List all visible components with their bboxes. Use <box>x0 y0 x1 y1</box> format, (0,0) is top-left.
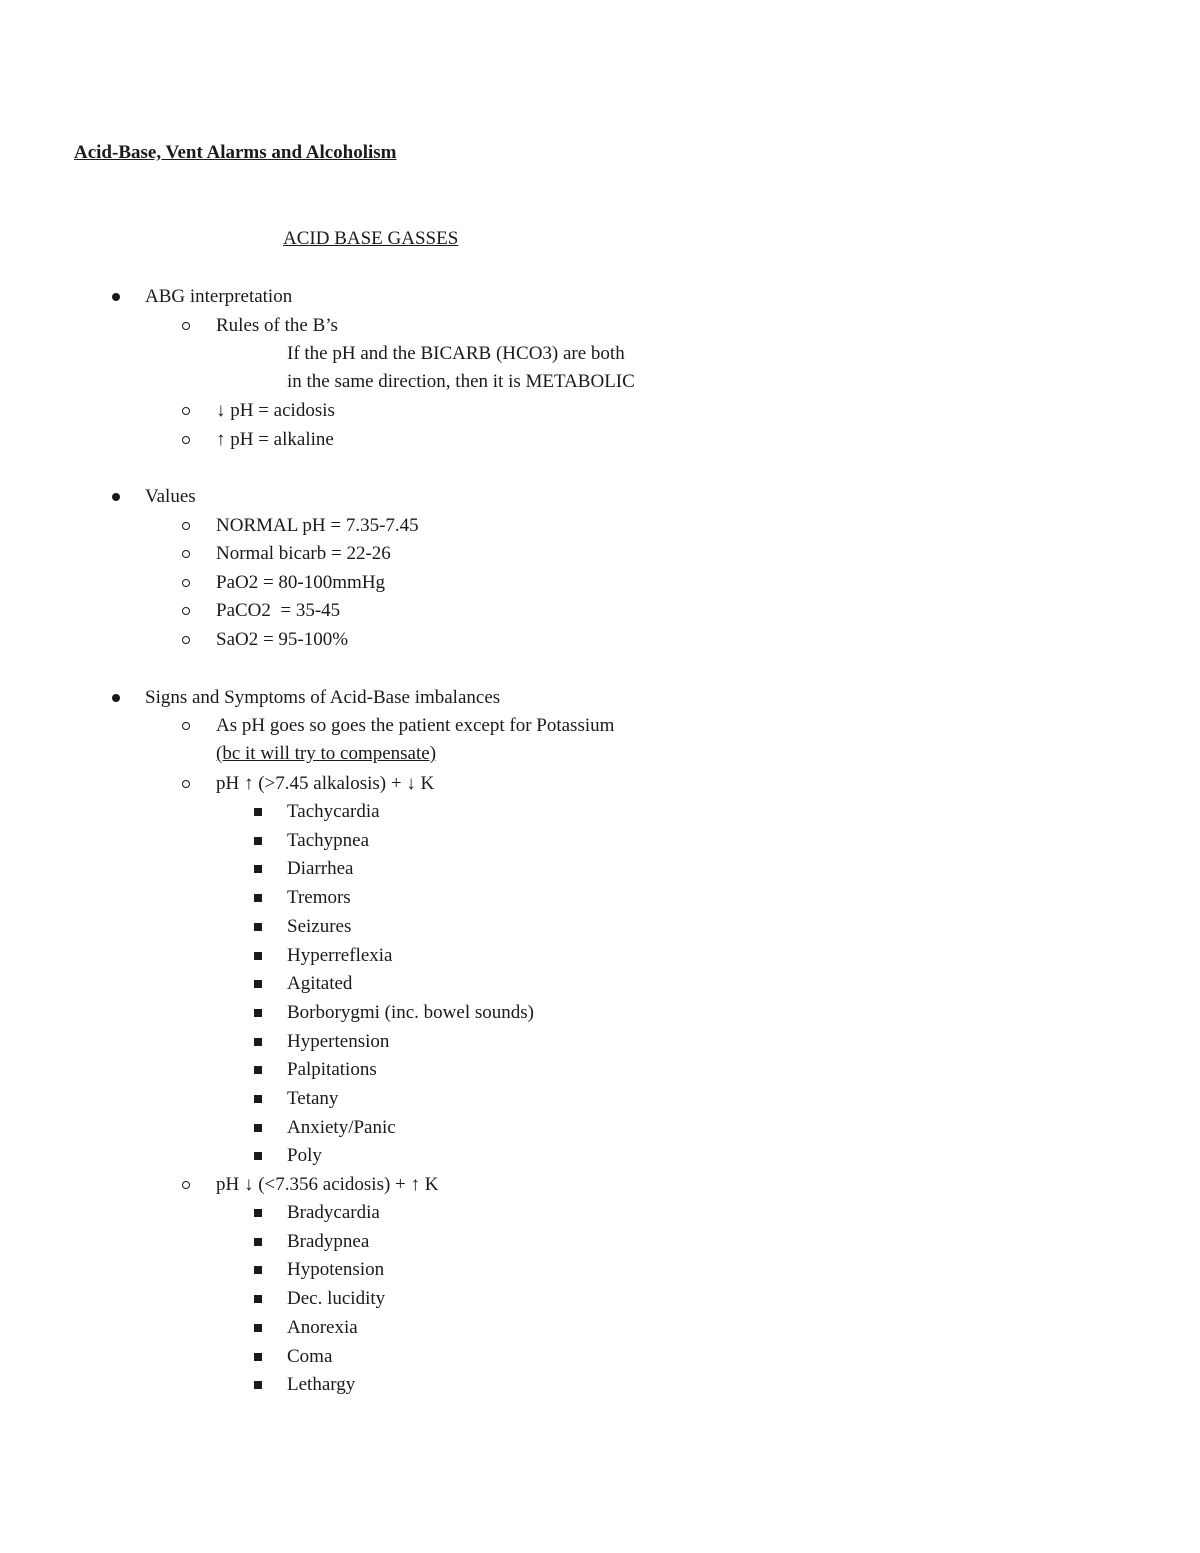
symptom-item: Coma <box>287 1345 333 1367</box>
bullet-circle-icon <box>182 436 190 444</box>
value-item: SaO2 = 95-100% <box>216 629 349 650</box>
bullet-circle-icon <box>182 550 190 558</box>
bullet-disc-icon <box>112 293 120 301</box>
bullet-square-icon <box>254 1381 262 1389</box>
bullet-square-icon <box>254 1238 262 1246</box>
acidosis-label: pH ↓ (<7.356 acidosis) + ↑ K <box>216 1174 439 1195</box>
symptom-item: Lethargy <box>287 1374 356 1396</box>
symptom-item: Bradycardia <box>287 1202 380 1223</box>
value-item: NORMAL pH = 7.35-7.45 <box>216 515 419 536</box>
bullet-square-icon <box>254 1324 262 1332</box>
bullet-square-icon <box>254 1209 262 1217</box>
potassium-note-line-1: As pH goes so goes the patient except for Potassium <box>216 715 615 736</box>
symptom-item: Seizures <box>287 915 352 937</box>
symptom-item: Dec. lucidity <box>287 1288 386 1310</box>
rules-text-line-1: If the pH and the BICARB (HCO3) are both <box>287 343 625 364</box>
bullet-square-icon <box>254 894 262 902</box>
symptom-item: Poly <box>287 1145 322 1167</box>
symptom-item: Hypotension <box>287 1259 385 1281</box>
symptom-item: Tachycardia <box>287 801 380 822</box>
symptom-item: Anorexia <box>287 1316 358 1338</box>
symptom-item: Bradypnea <box>287 1230 370 1252</box>
potassium-note-line-2: (bc it will try to compensate) <box>216 743 437 764</box>
symptom-item: Hypertension <box>287 1030 390 1052</box>
bullet-square-icon <box>254 837 262 845</box>
bullet-circle-icon <box>182 780 190 788</box>
symptom-item: Diarrhea <box>287 858 354 880</box>
symptom-item: Palpitations <box>287 1059 377 1081</box>
values-label: Values <box>145 486 196 507</box>
bullet-circle-icon <box>182 722 190 730</box>
bullet-square-icon <box>254 1152 262 1160</box>
value-item: PaCO2 = 35-45 <box>216 600 341 621</box>
up-ph-alkaline: ↑ pH = alkaline <box>216 429 334 450</box>
symptom-item: Tetany <box>287 1088 339 1109</box>
bullet-square-icon <box>254 808 262 816</box>
document-title: Acid-Base, Vent Alarms and Alcoholism <box>74 142 397 163</box>
bullet-square-icon <box>254 1009 262 1017</box>
value-item: PaO2 = 80-100mmHg <box>216 572 386 593</box>
symptom-item: Borborygmi (inc. bowel sounds) <box>287 1001 534 1023</box>
bullet-circle-icon <box>182 579 190 587</box>
bullet-square-icon <box>254 1124 262 1132</box>
bullet-square-icon <box>254 1038 262 1046</box>
bullet-square-icon <box>254 865 262 873</box>
bullet-circle-icon <box>182 322 190 330</box>
bullet-square-icon <box>254 1066 262 1074</box>
bullet-square-icon <box>254 1295 262 1303</box>
bullet-circle-icon <box>182 1181 190 1189</box>
value-item: Normal bicarb = 22-26 <box>216 543 391 564</box>
bullet-circle-icon <box>182 636 190 644</box>
symptom-item: Tachypnea <box>287 829 370 851</box>
symptom-item: Anxiety/Panic <box>287 1116 396 1138</box>
bullet-circle-icon <box>182 407 190 415</box>
bullet-circle-icon <box>182 522 190 530</box>
section-heading: ACID BASE GASSES <box>283 228 459 249</box>
symptom-item: Tremors <box>287 887 351 909</box>
signs-label: Signs and Symptoms of Acid-Base imbalances <box>145 687 501 708</box>
bullet-circle-icon <box>182 607 190 615</box>
bullet-disc-icon <box>112 694 120 702</box>
bullet-square-icon <box>254 952 262 960</box>
bullet-square-icon <box>254 1353 262 1361</box>
bullet-disc-icon <box>112 493 120 501</box>
abg-label: ABG interpretation <box>145 286 293 307</box>
rules-text-line-2: in the same direction, then it is METABOLIC <box>287 371 635 392</box>
bullet-square-icon <box>254 1266 262 1274</box>
down-ph-acidosis: ↓ pH = acidosis <box>216 400 335 421</box>
symptom-item: Agitated <box>287 973 353 995</box>
bullet-square-icon <box>254 980 262 988</box>
rules-label: Rules of the B’s <box>216 315 338 336</box>
bullet-square-icon <box>254 923 262 931</box>
bullet-square-icon <box>254 1095 262 1103</box>
symptom-item: Hyperreflexia <box>287 944 393 966</box>
alkalosis-label: pH ↑ (>7.45 alkalosis) + ↓ K <box>216 773 435 794</box>
